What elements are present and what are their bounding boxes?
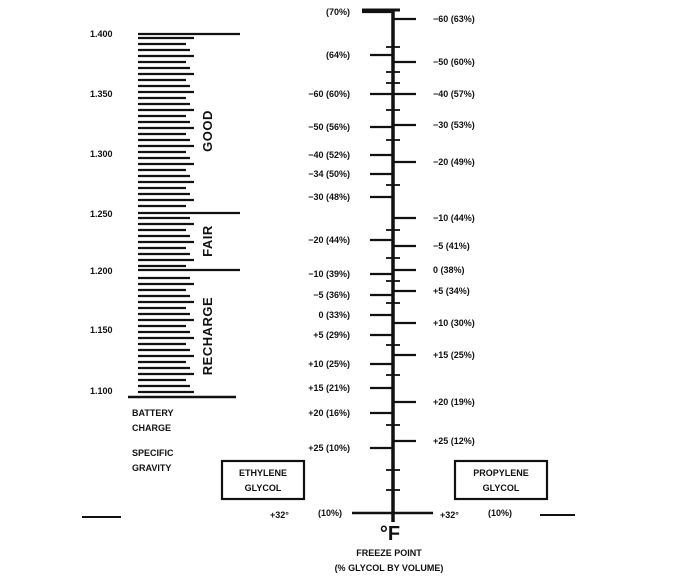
- sg-tick-1400: 1.400: [90, 29, 113, 39]
- propylene-box-frame: [455, 461, 547, 499]
- ethylene-mark-label: −40 (52%): [308, 150, 350, 160]
- propylene-mark-label: −10 (44%): [433, 213, 475, 223]
- propylene-box-line2: GLYCOL: [482, 483, 520, 493]
- zone-recharge: RECHARGE: [200, 296, 215, 376]
- label-gravity: GRAVITY: [132, 463, 172, 473]
- propylene-glycol-box: [455, 461, 547, 499]
- propylene-mark-label: 0 (38%): [433, 265, 465, 275]
- ethylene-glycol-box: [222, 461, 304, 499]
- sg-tick-1250: 1.250: [90, 209, 113, 219]
- sg-tick-1100: 1.100: [90, 386, 113, 396]
- ethylene-mark-label: −50 (56%): [308, 122, 350, 132]
- caption-glycol-volume: (% GLYCOL BY VOLUME): [334, 563, 444, 573]
- ethylene-mark-label: 0 (33%): [318, 310, 350, 320]
- sg-tick-1350: 1.350: [90, 89, 113, 99]
- ethylene-ticks: [308, 7, 400, 490]
- ethylene-mark-label: −10 (39%): [308, 269, 350, 279]
- ethylene-bottom-pct: (10%): [318, 508, 343, 518]
- propylene-mark-label: +20 (19%): [433, 397, 475, 407]
- propylene-mark-label: −60 (63%): [433, 14, 475, 24]
- sg-tick-1300: 1.300: [90, 149, 113, 159]
- propylene-mark-label: −20 (49%): [433, 157, 475, 167]
- sg-tick-1150: 1.150: [90, 325, 113, 335]
- hydrometer-stripes: [138, 38, 194, 392]
- zone-good: GOOD: [200, 110, 215, 152]
- ethylene-mark-label: (64%): [325, 50, 350, 60]
- propylene-mark-label: +15 (25%): [433, 350, 475, 360]
- ethylene-mark-label: +5 (29%): [313, 330, 350, 340]
- ethylene-mark-label: (70%): [325, 7, 350, 17]
- label-charge: CHARGE: [132, 423, 172, 433]
- caption-freeze-point: FREEZE POINT: [356, 548, 422, 558]
- ethylene-mark-label: +25 (10%): [308, 443, 350, 453]
- ethylene-mark-label: +20 (16%): [308, 408, 350, 418]
- ethylene-mark-label: +10 (25%): [308, 359, 350, 369]
- hydrometer-scale: [90, 29, 240, 473]
- ethylene-box-line1: ETHYLENE: [238, 468, 288, 478]
- propylene-mark-label: −5 (41%): [433, 241, 470, 251]
- ethylene-mark-label: −20 (44%): [308, 235, 350, 245]
- ethylene-mark-label: −5 (36%): [313, 290, 350, 300]
- ethylene-mark-label: −30 (48%): [308, 192, 350, 202]
- propylene-mark-label: +10 (30%): [433, 318, 475, 328]
- label-battery: BATTERY: [132, 408, 174, 418]
- propylene-mark-label: −40 (57%): [433, 89, 475, 99]
- ethylene-box-frame: [222, 461, 304, 499]
- propylene-mark-label: +25 (12%): [433, 436, 475, 446]
- label-specific: SPECIFIC: [132, 448, 174, 458]
- ethylene-mark-label: −60 (60%): [308, 89, 350, 99]
- zone-fair: FAIR: [200, 225, 215, 257]
- propylene-mark-label: +5 (34%): [433, 286, 470, 296]
- ethylene-box-line2: GLYCOL: [244, 483, 282, 493]
- propylene-bottom-temp: +32°: [440, 510, 459, 520]
- propylene-bottom-pct: (10%): [488, 508, 513, 518]
- propylene-box-line1: PROPYLENE: [473, 468, 529, 478]
- unit-fahrenheit: °F: [379, 523, 401, 545]
- propylene-ticks: [393, 14, 475, 446]
- ethylene-mark-label: +15 (21%): [308, 383, 350, 393]
- propylene-mark-label: −30 (53%): [433, 120, 475, 130]
- propylene-mark-label: −50 (60%): [433, 57, 475, 67]
- sg-tick-1200: 1.200: [90, 266, 113, 276]
- ethylene-mark-label: −34 (50%): [308, 169, 350, 179]
- ethylene-bottom-temp: +32°: [270, 510, 289, 520]
